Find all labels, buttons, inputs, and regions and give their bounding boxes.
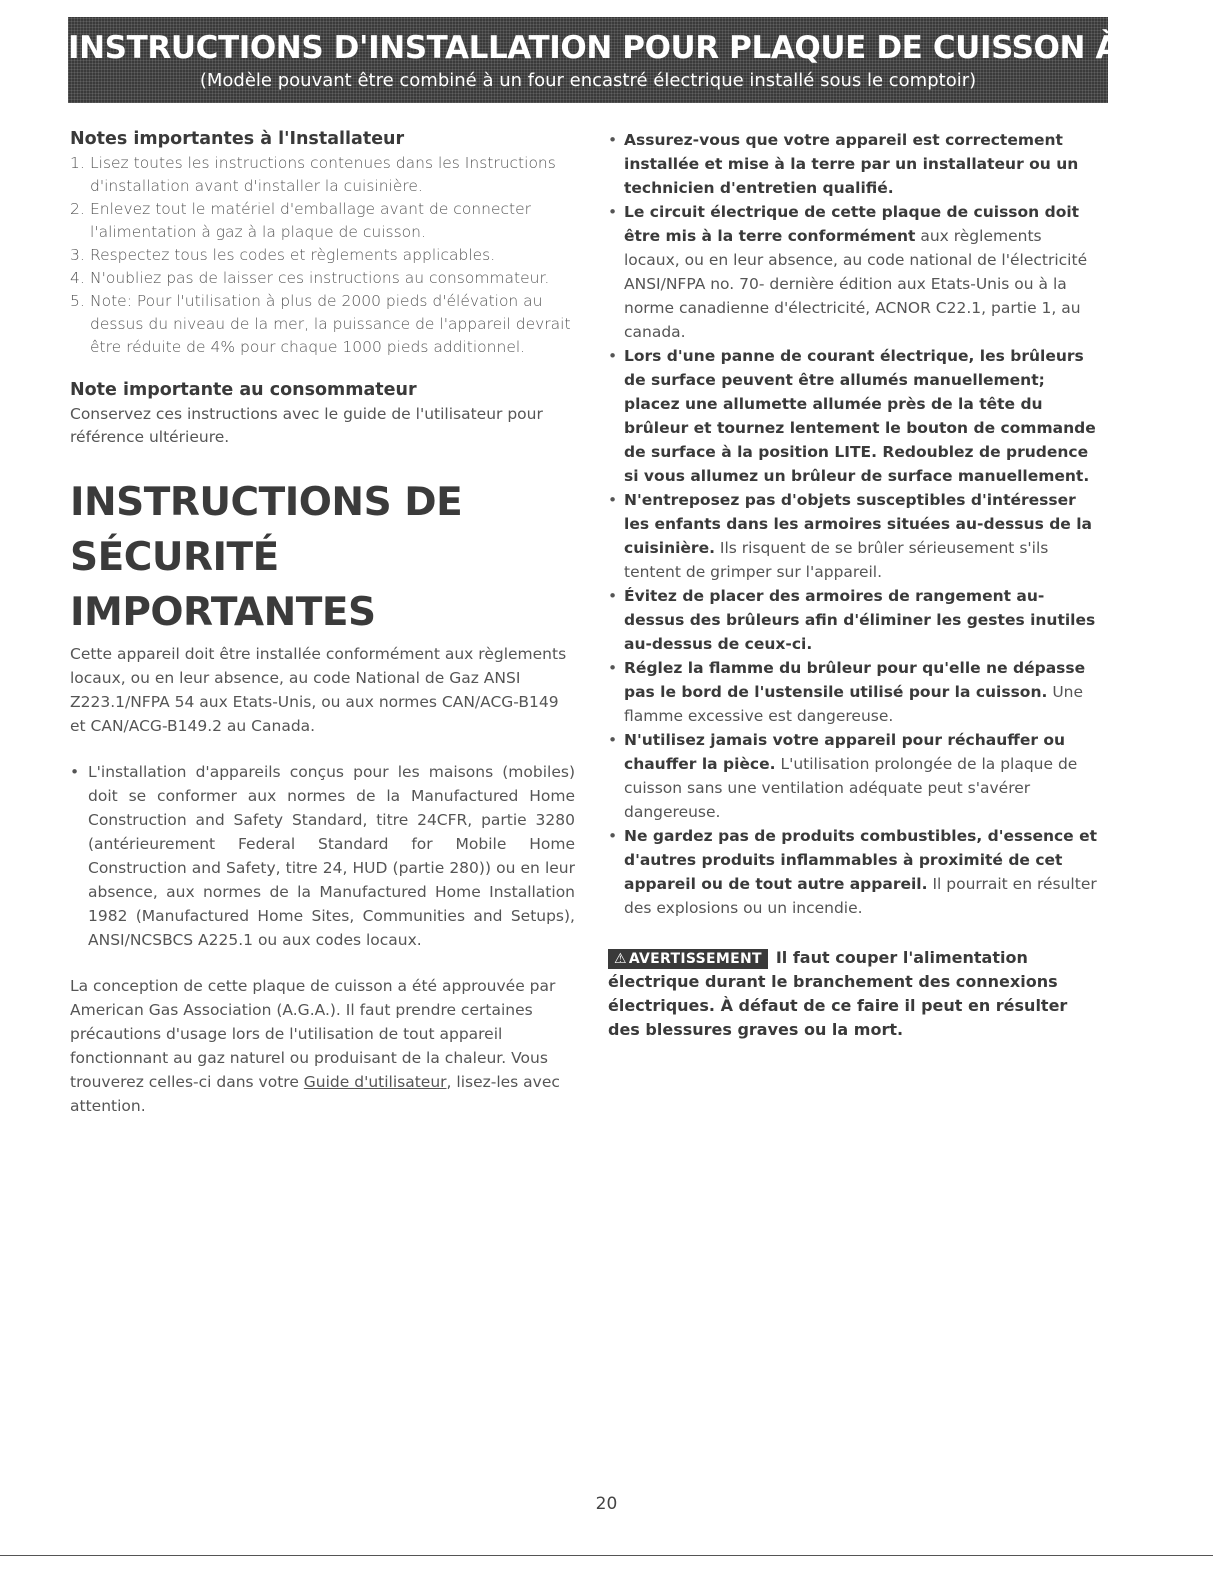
bullet-icon: • (608, 731, 618, 749)
installer-notes-list (70, 152, 575, 359)
mobile-home-bullet (70, 760, 575, 952)
safety-bullet (608, 584, 1098, 656)
bottom-divider (0, 1555, 1213, 1556)
safety-bullet-text: L'utilisation prolongée de la plaque de cuisson sans une ventilation adéquate peut s'avérer dangereuse. (624, 755, 1078, 821)
safety-bullet-bold: Ne gardez pas de produits combustibles, d'essence et d'autres produits inflammables à proximité de cet appareil ou de tout autre appareil. (624, 827, 1098, 893)
safety-bullet (608, 728, 1098, 824)
list-item-text: Enlevez tout le matériel d'emballage avant de connecter l'alimentation à gaz à la plaque de cuisson. (90, 200, 531, 241)
list-number: 5. (70, 292, 85, 310)
bullet-icon: • (608, 827, 618, 845)
safety-bullet-text: Une flamme excessive est dangereuse. (624, 683, 1084, 725)
aga-paragraph (70, 974, 575, 1118)
consumer-note-heading: Note importante au consommateur (70, 380, 417, 400)
safety-bullet (608, 656, 1098, 728)
list-number: 4. (70, 269, 85, 287)
warning-badge-label: AVERTISSEMENT (628, 951, 762, 967)
safety-bullet (608, 488, 1098, 584)
consumer-note-text: Conservez ces instructions avec le guide de l'utilisateur pour référence ultérieure. (70, 405, 543, 446)
safety-bullet-text: aux règlements locaux, ou en leur absence, au code national de l'électricité ANSI/NFPA no. 70- dernière édition aux Etats-Unis ou à la norme canadienne d'électricité, ACNOR C22.1, partie 1, au canada. (624, 227, 1088, 341)
safety-bullet-text: Il pourrait en résulter des explosions ou un incendie. (624, 875, 1097, 917)
safety-bullet (608, 200, 1098, 344)
list-item-text: Lisez toutes les instructions contenues dans les Instructions d'installation avant d'installer la cuisinière. (90, 154, 556, 195)
page-title: INSTRUCTIONS D'INSTALLATION POUR PLAQUE DE CUISSON À GAZ (68, 30, 1201, 66)
bullet-icon: • (608, 131, 618, 149)
bullet-icon: • (608, 491, 618, 509)
safety-bullet-bold: N'entreposez pas d'objets susceptibles d'intéresser les enfants dans les armoires situées au-dessus de la cuisinière. (624, 491, 1092, 557)
warning-block (608, 946, 1098, 1042)
warning-triangle-icon: ⚠ (614, 951, 627, 967)
bullet-icon: • (70, 763, 80, 781)
list-number: 2. (70, 200, 85, 218)
list-item (70, 152, 575, 198)
installer-notes-heading: Notes importantes à l'Installateur (70, 129, 405, 149)
list-item-text: N'oubliez pas de laisser ces instructions au consommateur. (90, 269, 550, 287)
left-column (70, 128, 575, 1118)
safety-bullet-bold: Évitez de placer des armoires de rangement au-dessus des brûleurs afin d'éliminer les gestes inutiles au-dessus de ceux-ci. (624, 587, 1096, 653)
safety-bullet (608, 344, 1098, 488)
bullet-icon: • (608, 203, 618, 221)
list-number: 1. (70, 154, 85, 172)
list-item (70, 244, 575, 267)
right-column (608, 128, 1098, 1042)
page-number: 20 (595, 1494, 618, 1514)
safety-bullet (608, 128, 1098, 200)
aga-text: La conception de cette plaque de cuisson a été approuvée par American Gas Association (A.G.A.). Il faut prendre certaines précautions d'usage lors de l'utilisation de tout appareil fonctionnant au gaz naturel ou produisant de la chaleur. Vous trouverez celles-ci dans votre (70, 977, 556, 1091)
safety-intro: Cette appareil doit être installée conformément aux règlements locaux, ou en leur absence, au code National de Gaz ANSI Z223.1/NFPA 54 aux Etats-Unis, ou aux normes CAN/ACG-B149 et CAN/ACG-B149.2 au Canada. (70, 645, 567, 735)
safety-bullet-bold: N'utilisez jamais votre appareil pour réchauffer ou chauffer la pièce. (624, 731, 1066, 773)
safety-bullet-text: Ils risquent de se brûler sérieusement s'ils tentent de grimper sur l'appareil. (624, 539, 1049, 581)
bullet-icon: • (608, 347, 618, 365)
user-guide-reference: Guide d'utilisateur (303, 1073, 447, 1091)
bullet-icon: • (608, 659, 618, 677)
safety-bullet (608, 824, 1098, 920)
list-item-text: Respectez tous les codes et règlements applicables. (90, 246, 496, 264)
safety-bullet-bold: Assurez-vous que votre appareil est correctement installée et mise à la terre par un installateur ou un technicien d'entretien qualifié. (624, 131, 1079, 197)
header-banner (68, 17, 1201, 103)
mobile-home-text: L'installation d'appareils conçus pour les maisons (mobiles) doit se conformer aux normes de la Manufactured Home Construction and Safety Standard, titre 24CFR, partie 3280 (antérieurement Federal Standard for Mobile Home Construction and Safety, titre 24, HUD (partie 280)) ou en leur absence, aux normes de la Manufactured Home Installation 1982 (Manufactured Home Sites, Communities and Setups), ANSI/NCSBCS A225.1 ou aux codes locaux. (88, 763, 575, 949)
warning-text: Il faut couper l'alimentation électrique durant le branchement des connexions électriques. À défaut de ce faire il peut en résulter des blessures graves ou la mort. (608, 948, 1068, 1039)
safety-bullet-bold: Le circuit électrique de cette plaque de cuisson doit être mis à la terre conformément (624, 203, 1080, 245)
bullet-icon: • (608, 587, 618, 605)
safety-bullet-bold: Réglez la flamme du brûleur pour qu'elle ne dépasse pas le bord de l'ustensile utilisé pour la cuisson. (624, 659, 1086, 701)
list-item (70, 267, 575, 290)
warning-badge (608, 949, 768, 969)
page-subtitle: (Modèle pouvant être combiné à un four encastré électrique installé sous le comptoir) (199, 70, 977, 91)
list-item-text: Note: Pour l'utilisation à plus de 2000 pieds d'élévation au dessus du niveau de la mer, la puissance de l'appareil devrait être réduite de 4% pour chaque 1000 pieds additionnel. (90, 292, 571, 356)
safety-bullet-bold: Lors d'une panne de courant électrique, les brûleurs de surface peuvent être allumés manuellement; placez une allumette allumée près de la tête du brûleur et tournez lentement le bouton de commande de surface à la position LITE. Redoublez de prudence si vous allumez un brûleur de surface manuellement. (624, 347, 1096, 485)
safety-title: INSTRUCTIONS DE SÉCURITÉ IMPORTANTES (70, 480, 463, 635)
aga-text-end: , lisez-les avec attention. (70, 1073, 560, 1115)
list-number: 3. (70, 246, 85, 264)
list-item (70, 198, 575, 244)
list-item (70, 290, 575, 359)
